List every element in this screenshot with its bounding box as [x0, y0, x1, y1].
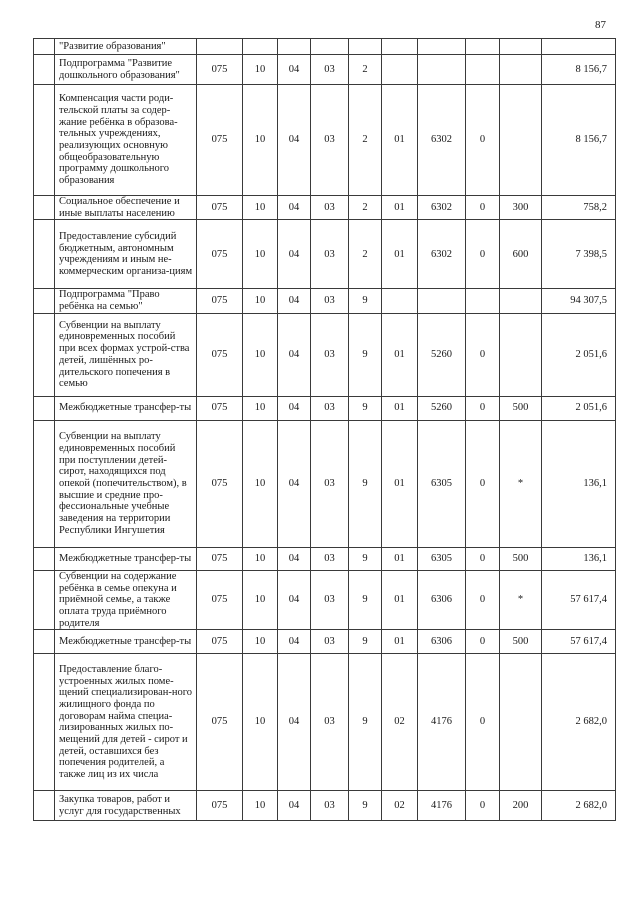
cell-subprogram: 9: [349, 313, 382, 396]
cell-ministry: 075: [197, 220, 243, 289]
cell-program: 03: [311, 396, 349, 420]
row-margin-cell: [34, 654, 55, 791]
cell-event: 01: [382, 396, 418, 420]
cell-program: 03: [311, 220, 349, 289]
cell-section: 10: [243, 313, 278, 396]
cell-name: Подпрограмма "Право ребёнка на семью": [55, 289, 197, 313]
cell-subprogram: 2: [349, 55, 382, 85]
cell-section: 10: [243, 420, 278, 547]
cell-direction: 6305: [418, 547, 466, 570]
cell-subsection: 04: [278, 313, 311, 396]
cell-program: 03: [311, 420, 349, 547]
cell-name: Межбюджетные трансфер-ты: [55, 396, 197, 420]
cell-subprogram: 9: [349, 630, 382, 654]
cell-program: 03: [311, 85, 349, 196]
cell-program: 03: [311, 313, 349, 396]
row-margin-cell: [34, 396, 55, 420]
cell-name: Закупка товаров, работ и услуг для государственных: [55, 791, 197, 821]
cell-section: 10: [243, 196, 278, 220]
cell-event: [382, 289, 418, 313]
table-row: [34, 547, 616, 570]
cell-ministry: 075: [197, 313, 243, 396]
cell-program: 03: [311, 196, 349, 220]
cell-subsection: 04: [278, 654, 311, 791]
cell-subsection: 04: [278, 630, 311, 654]
row-margin-cell: [34, 630, 55, 654]
cell-section: 10: [243, 630, 278, 654]
cell-subsection: 04: [278, 85, 311, 196]
cell-suffix: 0: [466, 654, 500, 791]
cell-subsection: 04: [278, 396, 311, 420]
cell-amount: 8 156,7: [542, 55, 616, 85]
cell-name: Предоставление благо-устроенных жилых поме-щений специализирован-ного жилищного фонда по договорам найма специа-лизированных жилых по-мещений для детей - сирот и детей, оставшихся без попечения родителей, а также лиц из их числа: [55, 654, 197, 791]
cell-section: 10: [243, 791, 278, 821]
cell-program: 03: [311, 570, 349, 630]
cell-program: 03: [311, 791, 349, 821]
cell-event: 01: [382, 420, 418, 547]
cell-subsection: 04: [278, 196, 311, 220]
cell-ministry: 075: [197, 654, 243, 791]
row-margin-cell: [34, 570, 55, 630]
cell-subsection: 04: [278, 220, 311, 289]
cell-subprogram: [349, 39, 382, 55]
cell-suffix: 0: [466, 570, 500, 630]
cell-program: 03: [311, 547, 349, 570]
row-margin-cell: [34, 196, 55, 220]
cell-program: 03: [311, 630, 349, 654]
table-row: [34, 85, 616, 196]
cell-expense-type: [500, 289, 542, 313]
cell-expense-type: 500: [500, 396, 542, 420]
cell-subprogram: 9: [349, 654, 382, 791]
cell-subsection: 04: [278, 289, 311, 313]
cell-ministry: 075: [197, 570, 243, 630]
cell-ministry: 075: [197, 547, 243, 570]
cell-subsection: 04: [278, 547, 311, 570]
cell-suffix: 0: [466, 396, 500, 420]
cell-ministry: 075: [197, 289, 243, 313]
table-row: [34, 196, 616, 220]
cell-name: "Развитие образования": [55, 39, 197, 55]
cell-event: 01: [382, 196, 418, 220]
table-row: [34, 220, 616, 289]
table-row: [34, 396, 616, 420]
cell-direction: 4176: [418, 654, 466, 791]
cell-section: 10: [243, 654, 278, 791]
cell-expense-type: [500, 85, 542, 196]
cell-amount: 2 051,6: [542, 396, 616, 420]
cell-program: [311, 39, 349, 55]
cell-program: 03: [311, 289, 349, 313]
cell-direction: 6302: [418, 196, 466, 220]
cell-name: Субвенции на содержание ребёнка в семье опекуна и приёмной семье, а также оплата труда приёмного родителя: [55, 570, 197, 630]
cell-direction: [418, 289, 466, 313]
cell-amount: [542, 39, 616, 55]
cell-section: 10: [243, 396, 278, 420]
cell-section: 10: [243, 289, 278, 313]
cell-subsection: 04: [278, 420, 311, 547]
table-row: [34, 420, 616, 547]
table-row: [34, 791, 616, 821]
row-margin-cell: [34, 420, 55, 547]
cell-suffix: 0: [466, 420, 500, 547]
cell-direction: 5260: [418, 396, 466, 420]
cell-direction: [418, 55, 466, 85]
cell-name: Субвенции на выплату единовременных пособий при всех формах устрой-ства детей, лишённых ро-дительского попечения в семью: [55, 313, 197, 396]
cell-expense-type: 600: [500, 220, 542, 289]
page-number: 87: [595, 19, 606, 31]
cell-ministry: 075: [197, 55, 243, 85]
cell-event: 01: [382, 630, 418, 654]
cell-event: 02: [382, 791, 418, 821]
cell-amount: 2 682,0: [542, 654, 616, 791]
cell-suffix: [466, 55, 500, 85]
cell-suffix: 0: [466, 313, 500, 396]
cell-section: 10: [243, 547, 278, 570]
cell-name: Компенсация части роди-тельской платы за содер-жание ребёнка в образова-тельных учреждениях, реализующих основную общеобразовательную программу дошкольного образования: [55, 85, 197, 196]
cell-amount: 8 156,7: [542, 85, 616, 196]
cell-suffix: 0: [466, 196, 500, 220]
row-margin-cell: [34, 55, 55, 85]
cell-subprogram: 9: [349, 547, 382, 570]
cell-suffix: 0: [466, 547, 500, 570]
cell-expense-type: *: [500, 420, 542, 547]
cell-suffix: 0: [466, 85, 500, 196]
cell-ministry: 075: [197, 630, 243, 654]
table-row: [34, 570, 616, 630]
cell-program: 03: [311, 55, 349, 85]
cell-subprogram: 9: [349, 420, 382, 547]
cell-section: [243, 39, 278, 55]
cell-suffix: [466, 289, 500, 313]
cell-subprogram: 2: [349, 196, 382, 220]
cell-event: 01: [382, 220, 418, 289]
cell-expense-type: 500: [500, 547, 542, 570]
row-margin-cell: [34, 39, 55, 55]
cell-amount: 2 682,0: [542, 791, 616, 821]
cell-direction: 5260: [418, 313, 466, 396]
cell-ministry: 075: [197, 85, 243, 196]
cell-event: 02: [382, 654, 418, 791]
cell-section: 10: [243, 85, 278, 196]
cell-suffix: [466, 39, 500, 55]
cell-direction: [418, 39, 466, 55]
cell-event: 01: [382, 547, 418, 570]
cell-direction: 6306: [418, 570, 466, 630]
cell-direction: 6302: [418, 85, 466, 196]
cell-subprogram: 2: [349, 220, 382, 289]
cell-amount: 2 051,6: [542, 313, 616, 396]
cell-amount: 758,2: [542, 196, 616, 220]
cell-amount: 136,1: [542, 420, 616, 547]
cell-ministry: 075: [197, 791, 243, 821]
cell-expense-type: 300: [500, 196, 542, 220]
table-row: [34, 654, 616, 791]
cell-direction: 6305: [418, 420, 466, 547]
cell-subprogram: 2: [349, 85, 382, 196]
cell-name: Социальное обеспечение и иные выплаты населению: [55, 196, 197, 220]
cell-subsection: 04: [278, 791, 311, 821]
cell-subprogram: 9: [349, 791, 382, 821]
cell-expense-type: 200: [500, 791, 542, 821]
cell-subprogram: 9: [349, 570, 382, 630]
cell-section: 10: [243, 220, 278, 289]
row-margin-cell: [34, 289, 55, 313]
row-margin-cell: [34, 313, 55, 396]
cell-subsection: 04: [278, 55, 311, 85]
table-row: [34, 289, 616, 313]
table-row: [34, 55, 616, 85]
cell-expense-type: [500, 654, 542, 791]
row-margin-cell: [34, 85, 55, 196]
cell-ministry: 075: [197, 396, 243, 420]
cell-program: 03: [311, 654, 349, 791]
cell-expense-type: [500, 313, 542, 396]
budget-table-body: [34, 39, 616, 821]
table-row: [34, 39, 616, 55]
cell-event: 01: [382, 570, 418, 630]
cell-suffix: 0: [466, 630, 500, 654]
cell-event: [382, 39, 418, 55]
cell-amount: 136,1: [542, 547, 616, 570]
cell-event: [382, 55, 418, 85]
cell-amount: 94 307,5: [542, 289, 616, 313]
cell-direction: 6302: [418, 220, 466, 289]
cell-name: Подпрограмма "Развитие дошкольного образования": [55, 55, 197, 85]
cell-section: 10: [243, 570, 278, 630]
cell-section: 10: [243, 55, 278, 85]
table-row: [34, 313, 616, 396]
cell-amount: 57 617,4: [542, 630, 616, 654]
cell-ministry: 075: [197, 420, 243, 547]
cell-subprogram: 9: [349, 396, 382, 420]
cell-amount: 57 617,4: [542, 570, 616, 630]
cell-subsection: 04: [278, 570, 311, 630]
cell-ministry: 075: [197, 196, 243, 220]
cell-ministry: [197, 39, 243, 55]
cell-subprogram: 9: [349, 289, 382, 313]
cell-name: Предоставление субсидий бюджетным, автономным учреждениям и иным не-коммерческим организа-циям: [55, 220, 197, 289]
cell-expense-type: *: [500, 570, 542, 630]
cell-subsection: [278, 39, 311, 55]
row-margin-cell: [34, 547, 55, 570]
budget-table: [33, 38, 616, 821]
cell-expense-type: 500: [500, 630, 542, 654]
cell-event: 01: [382, 85, 418, 196]
cell-expense-type: [500, 55, 542, 85]
row-margin-cell: [34, 791, 55, 821]
cell-suffix: 0: [466, 791, 500, 821]
cell-name: Субвенции на выплату единовременных пособий при поступлении детей-сирот, находящихся под опекой (попечительством), в высшие и средние про-фессиональные учебные заведения на территории Республики Ингушетия: [55, 420, 197, 547]
cell-expense-type: [500, 39, 542, 55]
row-margin-cell: [34, 220, 55, 289]
cell-suffix: 0: [466, 220, 500, 289]
cell-name: Межбюджетные трансфер-ты: [55, 547, 197, 570]
table-row: [34, 630, 616, 654]
cell-name: Межбюджетные трансфер-ты: [55, 630, 197, 654]
cell-amount: 7 398,5: [542, 220, 616, 289]
cell-direction: 4176: [418, 791, 466, 821]
cell-event: 01: [382, 313, 418, 396]
cell-direction: 6306: [418, 630, 466, 654]
